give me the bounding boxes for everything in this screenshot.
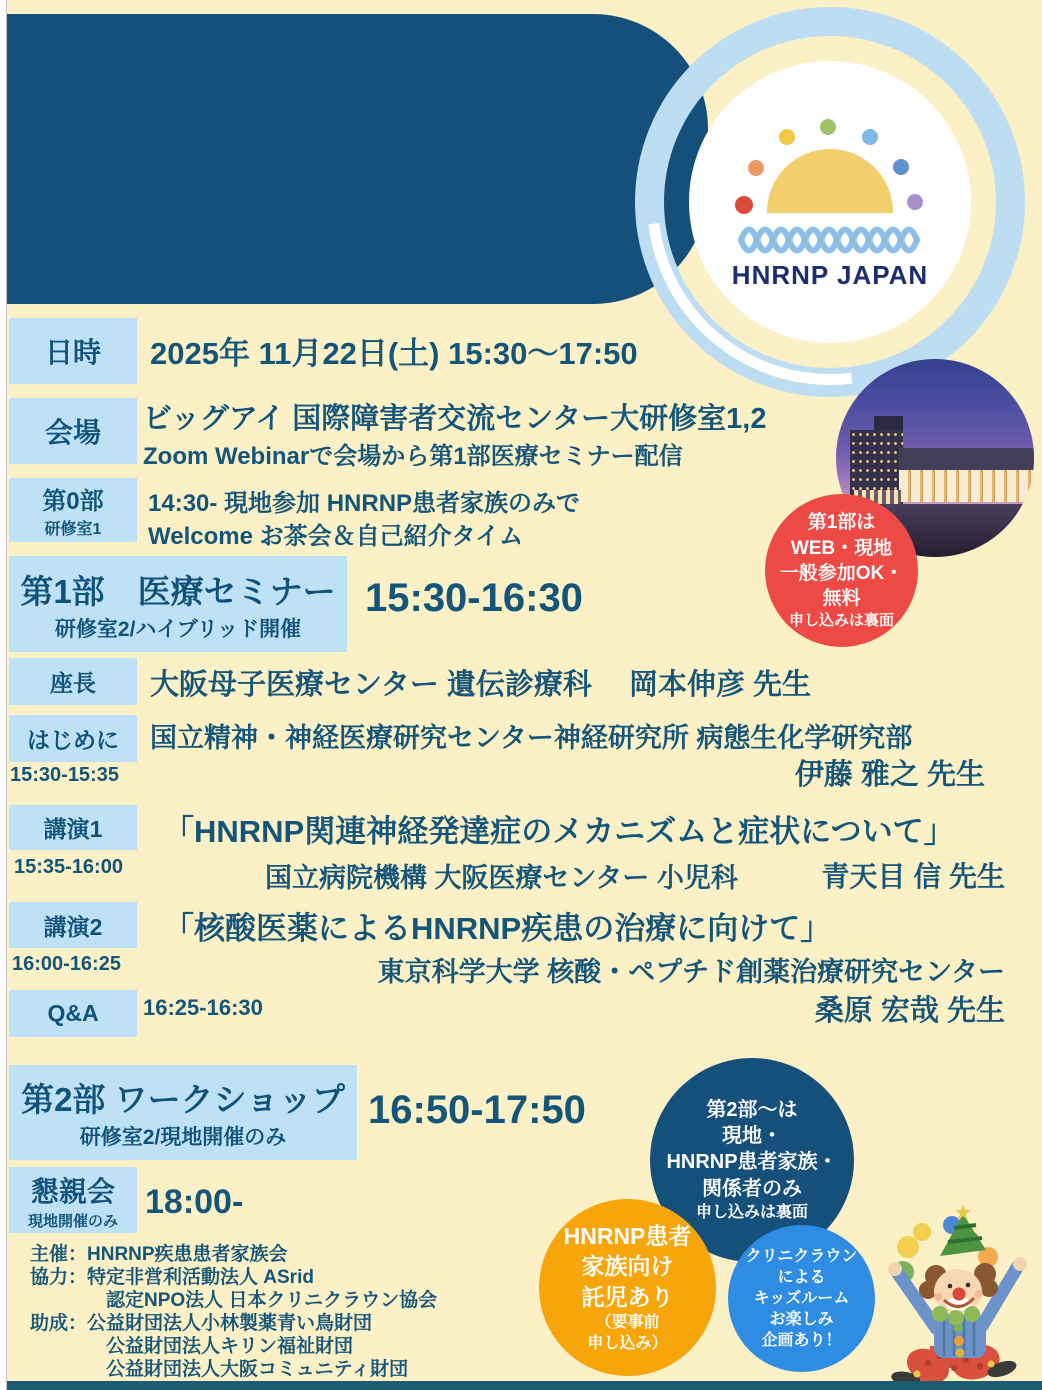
label-qa: Q&A — [9, 990, 137, 1037]
intro-speaker: 伊藤 雅之 先生 — [794, 759, 985, 791]
lecture1-title: 「HNRNP関連神経発達症のメカニズムと症状について」 — [163, 814, 955, 849]
header-banner — [6, 14, 708, 304]
label-part2-room: 研修室2/現地開催のみ — [79, 1126, 287, 1149]
lecture1-speaker: 青天目 信 先生 — [821, 861, 1005, 892]
intro-affiliation: 国立精神・神経医療研究センター神経研究所 病態生化学研究部 — [150, 723, 913, 753]
venue-line1: ビッグアイ 国際障害者交流センター大研修室1,2 — [143, 403, 767, 435]
badge-line: 申し込みは裏面 — [695, 1204, 808, 1222]
credit-cooperation-1: 協力：特定非営利活動法人 ASrid — [30, 1267, 314, 1288]
photo-building-roof — [899, 448, 1034, 470]
venue-line2: Zoom Webinarで会場から第1部医療セミナー配信 — [143, 443, 683, 470]
badge-line: 家族向け — [581, 1253, 674, 1280]
badge-line: 第1部は — [807, 512, 876, 534]
chair-value: 大阪母子医療センター 遺伝診療科 岡本伸彦 先生 — [150, 669, 812, 701]
badge-line: キッズルーム — [753, 1289, 850, 1307]
page-left-edge — [0, 0, 7, 1390]
datetime-value: 2025年 11月22日(土) 15:30～17:50 — [150, 336, 638, 371]
logo-dot-yellow — [779, 129, 795, 145]
badge-line: お楽しみ — [769, 1311, 834, 1329]
logo-dot-orange — [748, 160, 764, 176]
badge-line: 無料 — [822, 587, 861, 609]
label-part0-room: 研修室1 — [44, 521, 102, 538]
badge-line: 現地・ — [722, 1125, 782, 1148]
lecture2-title: 「核酸医薬によるHNRNP疾患の治療に向けて」 — [163, 911, 832, 946]
label-party — [9, 1167, 137, 1233]
label-lecture1: 講演1 — [9, 805, 137, 850]
label-part2-title: 第2部 ワークショップ — [21, 1081, 345, 1118]
lecture2-affiliation: 東京科学大学 核酸・ペプチド創薬治療研究センター — [377, 957, 1005, 987]
label-part0-title: 第0部 — [42, 488, 104, 515]
badge-line: （要事前 — [595, 1313, 660, 1331]
credit-grant-1: 助成：公益財団法人小林製薬青い鳥財団 — [30, 1313, 373, 1334]
credit-grant-3: 公益財団法人大阪コミュニティ財団 — [106, 1359, 409, 1380]
label-part1 — [9, 556, 347, 652]
label-part2 — [9, 1065, 357, 1160]
badge-part1-open-participation — [765, 494, 918, 647]
part2-time: 16:50-17:50 — [368, 1088, 586, 1132]
label-part0 — [9, 478, 137, 542]
organizer-credits — [30, 1243, 437, 1381]
credit-grant-2: 公益財団法人キリン福祉財団 — [106, 1336, 354, 1357]
badge-line: による — [777, 1268, 826, 1286]
badge-kidsroom — [728, 1225, 875, 1372]
logo-dot-lightblue — [862, 129, 878, 145]
label-party-title: 懇親会 — [30, 1175, 115, 1207]
credit-cooperation-2: 認定NPO法人 日本クリニクラウン協会 — [106, 1290, 438, 1311]
label-lecture2: 講演2 — [9, 902, 137, 948]
photo-building-facade — [899, 470, 1034, 502]
badge-line: HNRNP患者家族・ — [666, 1151, 838, 1174]
label-venue: 会場 — [9, 398, 137, 464]
intro-time: 15:30-15:35 — [10, 764, 119, 786]
bottom-accent-bar — [6, 1381, 1042, 1390]
lecture1-time: 15:35-16:00 — [14, 856, 123, 878]
label-part1-room: 研修室2/ハイブリッド開催 — [54, 617, 302, 641]
badge-line: 関係者のみ — [702, 1177, 802, 1200]
badge-line: 企画あり！ — [761, 1332, 842, 1350]
credit-host: 主催：HNRNP疾患患者家族会 — [30, 1244, 288, 1265]
part0-line1: 14:30- 現地参加 HNRNP患者家族のみで — [148, 490, 581, 517]
label-chair: 座長 — [9, 658, 137, 705]
label-intro: はじめに — [9, 715, 137, 762]
lecture2-time: 16:00-16:25 — [12, 953, 121, 975]
label-datetime: 日時 — [9, 318, 137, 384]
party-time: 18:00- — [145, 1183, 244, 1221]
logo-wordmark: HNRNP JAPAN — [731, 260, 929, 290]
dna-helix-icon — [737, 224, 923, 256]
lecture1-affiliation: 国立病院機構 大阪医療センター 小児科 — [265, 863, 738, 893]
badge-line: HNRNP患者 — [563, 1222, 692, 1249]
logo-dot-red — [735, 196, 753, 214]
badge-line: 一般参加OK・ — [779, 562, 904, 584]
badge-line: WEB・現地 — [790, 537, 893, 559]
badge-line: 申し込み） — [587, 1335, 668, 1353]
logo-dot-green — [820, 119, 836, 135]
part1-time: 15:30-16:30 — [365, 576, 583, 620]
label-party-room: 現地開催のみ — [27, 1212, 118, 1230]
lecture2-speaker: 桑原 宏哉 先生 — [814, 995, 1005, 1027]
badge-line: 託児あり — [581, 1283, 674, 1310]
logo-dot-blue — [893, 159, 909, 175]
badge-line: クリニクラウン — [745, 1247, 858, 1265]
logo-dot-purple — [907, 194, 923, 210]
badge-childcare — [539, 1199, 716, 1376]
label-part1-title: 第1部 医療セミナー — [20, 572, 336, 610]
qa-time: 16:25-16:30 — [143, 995, 263, 1020]
part0-line2: Welcome お茶会＆自己紹介タイム — [148, 523, 524, 550]
badge-line: 申し込みは裏面 — [788, 611, 894, 629]
badge-line: 第2部～は — [706, 1098, 798, 1121]
juggling-clown-illustration — [870, 1198, 1040, 1388]
